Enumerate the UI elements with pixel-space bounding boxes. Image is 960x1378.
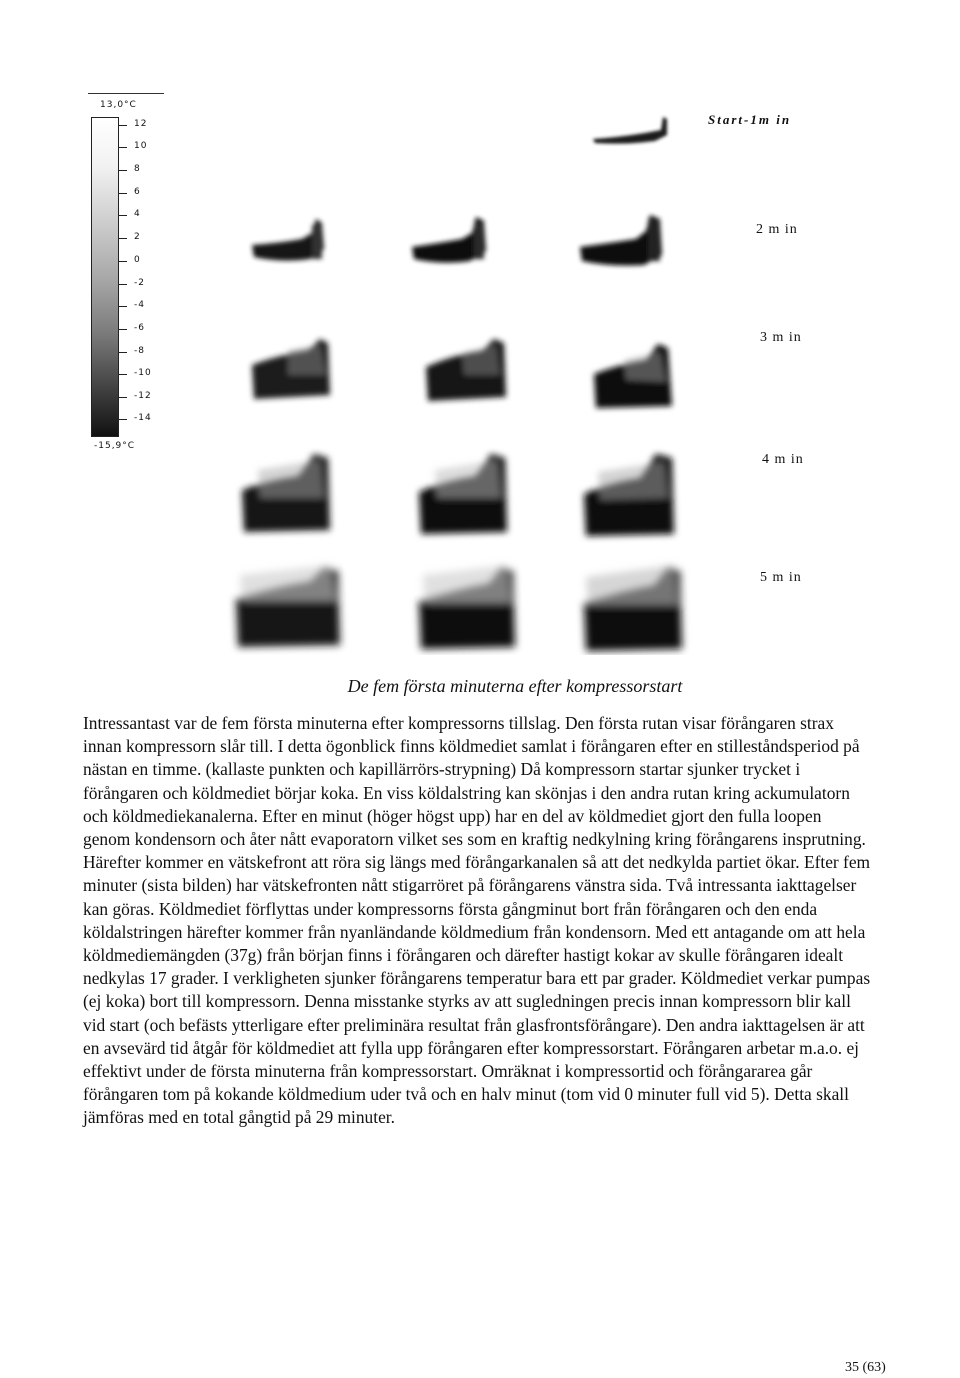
scale-tick bbox=[118, 397, 127, 398]
scale-tick bbox=[118, 170, 127, 171]
scale-tick bbox=[118, 306, 127, 307]
thermogram-2min-a bbox=[240, 205, 340, 275]
scale-tick bbox=[118, 125, 127, 126]
thermogram-5min-a bbox=[220, 555, 355, 655]
row-label-3min: 3 m in bbox=[760, 330, 802, 345]
thermogram-start bbox=[575, 105, 680, 150]
scale-tick-label: 10 bbox=[134, 141, 148, 151]
scale-tick bbox=[118, 374, 127, 375]
scale-tick-label: 2 bbox=[134, 232, 141, 242]
scale-tick-label: -2 bbox=[134, 278, 145, 288]
scale-min-label: -15,9°C bbox=[94, 441, 136, 451]
temperature-colorbar bbox=[91, 117, 119, 437]
scale-tick bbox=[118, 284, 127, 285]
body-paragraph: Intressantast var de fem första minuterna efter kompressorns tillslag. Den första rutan visar förångaren strax innan kompressorn slår till. I detta ögonblick finns köldmediet samlat i förångaren efter en stilleståndsperiod på nästan en timme. (kallaste punkten och kapillärrörs-strypning) Då kompressorn startar sjunker trycket i förångaren och köldmediet börjar koka. En viss köldalstring kan skönjas i den andra rutan kring ackumulatorn och köldmediekanalerna. Efter en minut (höger högst upp) har en del av köldmediet gjort den fulla loopen genom kondensorn och åter nått evaporatorn vilket ses som en kraftig nedkylning kring förångarens insprutning. Härefter kommer en vätskefront att röra sig längs med förångarkanalen så att det nedkylda partiet ökar. Efter fem minuter (sista bilden) har vätskefronten nått stigarröret på förångarens vänstra sida. Två intressanta iakttagelser kan göras. Köldmediet förflyttas under kompressorns första gångminut bort från förångaren och den enda köldalstringen härefter kommer från nyanländande köldmedium från kondensorn. Med ett antagande om att hela köldmediemängden (37g) från början finns i förångaren och därefter hastigt kokar av skulle förångaren idealt nedkylas 17 grader. I verkligheten sjunker förångarens temperatur bara ett par grader. Köldmediet verkar pumpas (ej koka) bort till kompressorn. Denna misstanke styrks av att sugledningen precis innan kompressorn blir kall vid start (och befästs ytterligare efter preliminära resultat från glasfrontsförångare). Den andra iakttagelsen är att en avsevärd tid åtgår för köldmediet att fylla upp förångaren efter kompressorstart. Förångaren arbetar m.a.o. ej effektivt under de första minuterna från kompressorstart. Omräknat i kompressortid och förångararea går förångaren tom på kokande köldmedium uder två och en halv minut (tom vid 0 minuter full vid 5). Detta skall jämföras med en total gångtid på 29 minuter. bbox=[83, 713, 871, 1128]
thermogram-3min-a bbox=[238, 325, 348, 415]
scale-tick-label: -6 bbox=[134, 323, 145, 333]
row-label-5min: 5 m in bbox=[760, 570, 802, 585]
scale-tick bbox=[118, 215, 127, 216]
row-label-4min: 4 m in bbox=[762, 452, 804, 467]
scale-tick-label: 4 bbox=[134, 209, 141, 219]
thermogram-2min-c bbox=[570, 205, 680, 280]
scale-tick bbox=[118, 261, 127, 262]
scale-tick bbox=[118, 193, 127, 194]
thermogram-5min-b bbox=[405, 555, 530, 655]
row-label-start: Start-1m in bbox=[708, 112, 792, 127]
scale-tick-label: -8 bbox=[134, 346, 145, 356]
scale-tick-label: 0 bbox=[134, 255, 141, 265]
thermogram-4min-b bbox=[405, 440, 525, 545]
thermogram-4min-a bbox=[228, 440, 348, 545]
thermogram-2min-b bbox=[400, 205, 500, 275]
figure-caption: De fem första minuterna efter kompressorstart bbox=[347, 676, 683, 696]
scale-tick-label: -4 bbox=[134, 300, 145, 310]
scale-tick-label: 6 bbox=[134, 187, 141, 197]
scale-tick-label: -12 bbox=[134, 391, 152, 401]
thermogram-3min-b bbox=[412, 325, 522, 415]
scale-tick bbox=[118, 419, 127, 420]
thermogram-4min-c bbox=[570, 440, 690, 545]
scale-top-rule bbox=[88, 93, 164, 94]
thermogram-5min-c bbox=[570, 555, 695, 655]
body-text bbox=[83, 712, 873, 1130]
scale-tick bbox=[118, 238, 127, 239]
scale-tick-label: -10 bbox=[134, 368, 152, 378]
scale-axis bbox=[118, 117, 119, 437]
scale-tick-label: 8 bbox=[134, 164, 141, 174]
scale-tick-label: -14 bbox=[134, 413, 152, 423]
page-number: 35 (63) bbox=[845, 1360, 886, 1375]
thermogram-3min-c bbox=[580, 330, 690, 420]
row-label-2min: 2 m in bbox=[756, 222, 798, 237]
scale-tick bbox=[118, 329, 127, 330]
scale-tick-label: 12 bbox=[134, 119, 148, 129]
scale-tick bbox=[118, 147, 127, 148]
scale-max-label: 13,0°C bbox=[100, 100, 137, 110]
scale-tick bbox=[118, 352, 127, 353]
